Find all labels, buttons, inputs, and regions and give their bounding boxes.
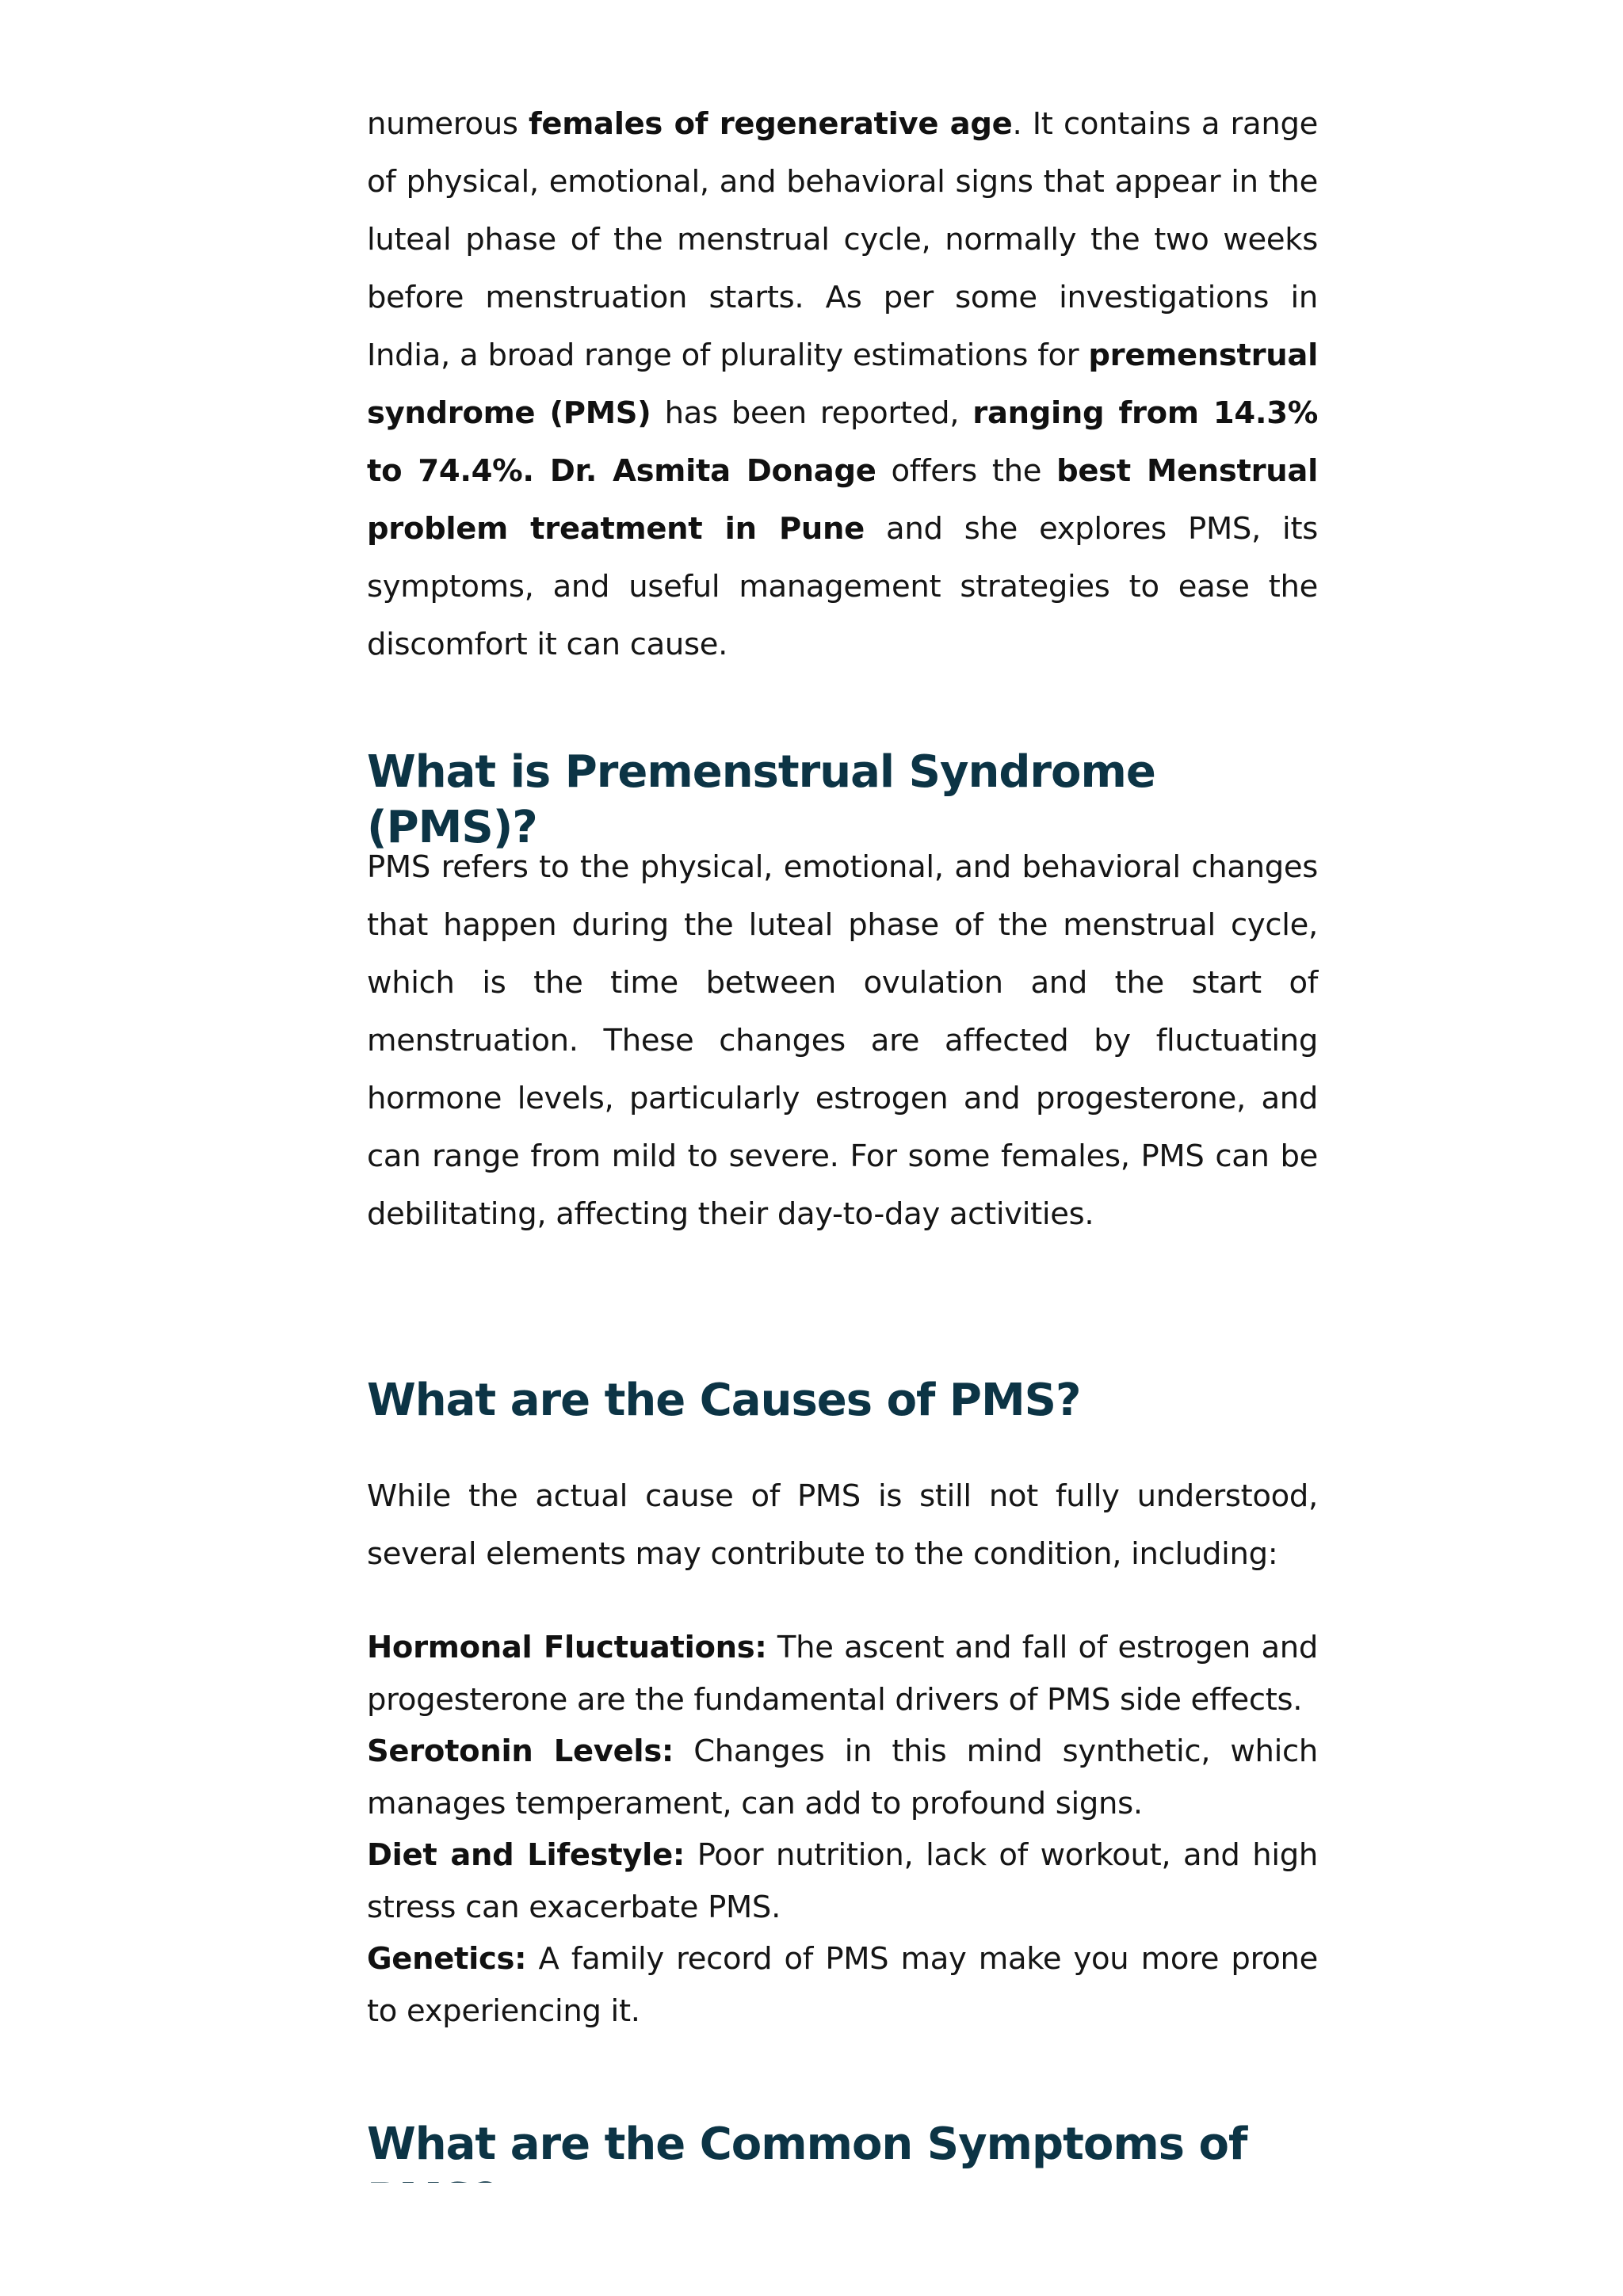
- section-body-causes: While the actual cause of PMS is still not fully understood, several elements may contribute to the condition, including:: [367, 1478, 1318, 1572]
- intro-bold-2: premenstrual syndrome (PMS): [367, 338, 1318, 431]
- cause-text: Changes in this mind synthetic, which manages temperament, can add to profound signs.: [367, 1733, 1318, 1821]
- cause-label: Hormonal Fluctuations:: [367, 1630, 767, 1665]
- cause-label: Diet and Lifestyle:: [367, 1837, 685, 1873]
- cause-label: Genetics:: [367, 1941, 527, 1977]
- list-item: [367, 1933, 1318, 2037]
- section-heading-causes: What are the Causes of PMS?: [367, 1375, 1081, 1426]
- cause-text: The ascent and fall of estrogen and progesterone are the fundamental drivers of PMS side effects.: [367, 1630, 1319, 1718]
- intro-text-3: has been reported,: [651, 395, 973, 431]
- list-item: [367, 1829, 1318, 1933]
- section-heading-symptoms: What are the Common Symptoms of: [367, 2119, 1247, 2170]
- intro-text-5: and she explores PMS, its symptoms, and useful management strategies to ease the discomfort it can cause.: [367, 511, 1319, 662]
- page-bottom-cutoff: [0, 2183, 1623, 2296]
- intro-bold-1: females of regenerative age: [528, 106, 1013, 142]
- list-item: [367, 1726, 1318, 1829]
- intro-paragraph: [367, 95, 1318, 673]
- cause-label: Serotonin Levels:: [367, 1733, 674, 1769]
- cause-text: A family record of PMS may make you more prone to experiencing it.: [367, 1941, 1318, 2029]
- intro-text-4: offers the: [876, 453, 1057, 489]
- cause-text: Poor nutrition, lack of workout, and high stress can exacerbate PMS.: [367, 1837, 1319, 1925]
- causes-list: [367, 1622, 1318, 2037]
- intro-bold-4: best Menstrual problem treatment in Pune: [367, 453, 1318, 547]
- intro-bold-3: ranging from 14.3% to 74.4%. Dr. Asmita Donage: [367, 395, 1318, 489]
- list-item: [367, 1622, 1318, 1726]
- intro-text-1: numerous: [367, 106, 529, 142]
- section-heading-what-is-pms: What is Premenstrual Syndrome (PMS)?: [367, 746, 1155, 853]
- section-body-what-is-pms: PMS refers to the physical, emotional, and behavioral changes that happen during the luteal phase of the menstrual cycle, which is the time between ovulation and the start of menstruation. These changes are affected by fluctuating hormone levels, particularly estrogen and progesterone, and can range from mild to severe. For some females, PMS can be debilitating, affecting their day-to-day activities.: [367, 849, 1318, 1232]
- intro-text-2: . It contains a range of physical, emotional, and behavioral signs that appear in the luteal phase of the menstrual cycle, normally the two weeks before menstruation starts. As per some investigations in India, a broad range of plurality estimations for: [367, 106, 1318, 373]
